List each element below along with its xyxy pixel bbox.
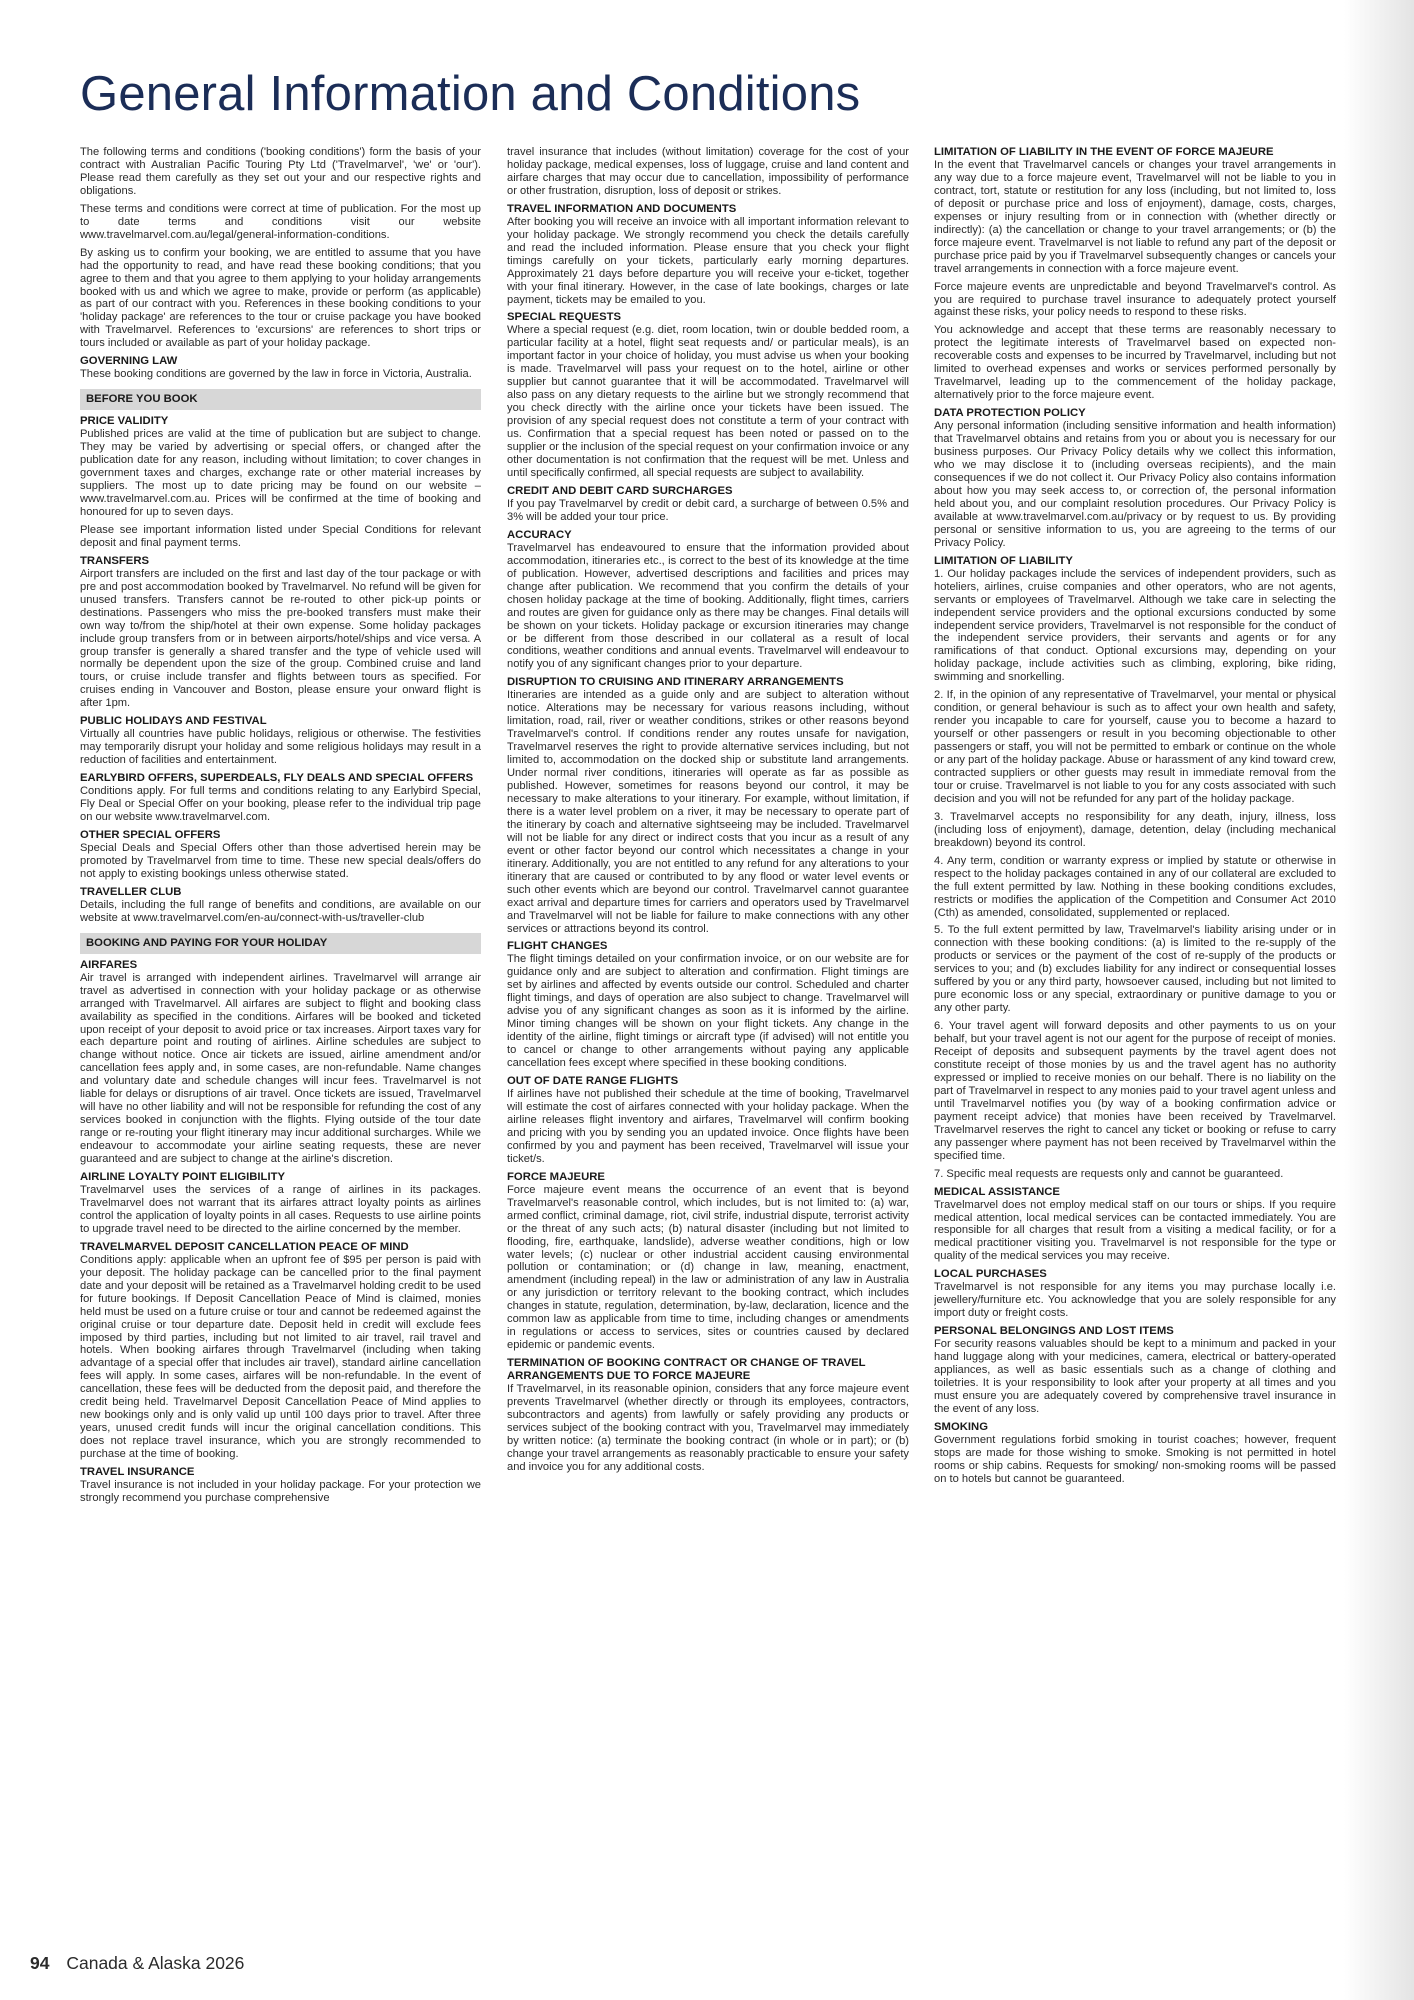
section-band-before-you-book: BEFORE YOU BOOK <box>80 389 481 410</box>
section-heading: TRAVELMARVEL DEPOSIT CANCELLATION PEACE OF MIND <box>80 1240 409 1253</box>
section-heading: TRANSFERS <box>80 554 150 567</box>
section-body: These booking conditions are governed by the law in force in Victoria, Australia. <box>80 368 472 381</box>
section-body: Itineraries are intended as a guide only and are subject to alteration without notice. Alterations may be necessary for various reasons including, without limitation, road, rail, river or weather conditions, strikes or other reasons beyond Travelmarvel's control. If conditions render any routes unsafe for navigation, Travelmarvel reserves the right to provide alternative services including, but not limited to, accommodation on the docked ship or substitute land arrangements. Under normal river conditions, itineraries will operate as far as possible as published. However, sometimes for reasons beyond our control, it may be necessary to make alterations to your itinerary. For example, without limitation, if there is a water level problem on a river, it may be necessary to operate part of the itinerary by coach and alternative sightseeing may be included. Travelmarvel will not be liable for any direct or indirect costs that you incur as a result of any event or other factor beyond our control which necessitates a change in your itinerary. Additionally, you are not entitled to any refund for any alterations to your itinerary that are caused or contributed to by any flood or water level events or such other events which are beyond our control. Travelmarvel cannot guarantee exact arrival and departure times for carriers and operators used by Travelmarvel and Travelmarvel will not be liable for failure to make connections with any other services or attractions beyond its control. <box>507 689 909 935</box>
column-2 <box>507 146 909 1966</box>
section-band-booking-and-paying: BOOKING AND PAYING FOR YOUR HOLIDAY <box>80 933 481 954</box>
section-body: 3. Travelmarvel accepts no responsibility for any death, injury, illness, loss (including loss of enjoyment), damage, detention, delay (including mechanical breakdown) beyond its control. <box>934 810 1336 849</box>
section-body: You acknowledge and accept that these terms are reasonably necessary to protect the legitimate interests of Travelmarvel based on expected non-recoverable costs and expenses to be incurred by Travelmarvel, including but not limited to overhead expenses and works or services performed personally by Travelmarvel, leading up to the commencement of the holiday package, alternatively prior to the force majeure event. <box>934 324 1336 402</box>
section-body: Government regulations forbid smoking in tourist coaches; however, frequent stops are made for those wishing to smoke. Smoking is not permitted in hotel rooms or ship cabins. Requests for smoking/ non-smoking rooms will be passed on to hotels but cannot be guaranteed. <box>934 1433 1336 1485</box>
section-heading: OTHER SPECIAL OFFERS <box>80 828 221 841</box>
section-body: Virtually all countries have public holidays, religious or otherwise. The festivities may temporarily disrupt your holiday and some religious holidays may result in a reduction of facilities and entertainment. <box>80 728 481 767</box>
section-heading: OUT OF DATE RANGE FLIGHTS <box>507 1075 679 1088</box>
intro-paragraph: By asking us to confirm your booking, we are entitled to assume that you have had the opportunity to read, and have read these booking conditions; that you agree to them and that you agree to them applying to your holiday arrangements booked with us and which we agree to make, provide or perform (as applicable) as part of our contract with you. References in these booking conditions to your 'holiday package' are references to the tour or cruise package you have booked with Travelmarvel. References to 'excursions' are references to short trips or tours included or available as part of your holiday package. <box>80 246 481 350</box>
section-body: 7. Specific meal requests are requests only and cannot be guaranteed. <box>934 1167 1284 1180</box>
section-body: Force majeure events are unpredictable and beyond Travelmarvel's control. As you are required to purchase travel insurance to adequately protect yourself against these risks, your policy needs to respond to these risks. <box>934 280 1336 319</box>
section-body: For security reasons valuables should be kept to a minimum and packed in your hand luggage along with your medicines, camera, electrical or battery-operated appliances, as well as basic essentials such as a change of clothing and toiletries. It is your responsibility to look after your property at all times and you must ensure you are adequately covered by comprehensive travel insurance in the event of any loss. <box>934 1338 1336 1415</box>
section-body: If you pay Travelmarvel by credit or debit card, a surcharge of between 0.5% and 3% will be added your tour price. <box>507 497 909 523</box>
section-heading: PERSONAL BELONGINGS AND LOST ITEMS <box>934 1325 1174 1338</box>
section-body: Force majeure event means the occurrence of an event that is beyond Travelmarvel's reasonable control, which includes, but is not limited to: (a) war, armed conflict, criminal damage, riot, civil strife, industrial dispute, terrorist activity or the threat of any such acts; (b) natural disaster (including but not limited to flooding, fire, earthquake, landslide), adverse weather conditions, high or low water levels; (c) nuclear or other industrial accident causing environmental pollution or contamination; or (d) change in law, meaning, enactment, amendment (including repeal) in the law or administration of any law in Australia or any jurisdiction or territory relevant to the booking contract, which includes changes in statute, regulation, determination, by-law, declaration, licence and the common law as applicable from time to time, including changes or amendments in regulations or access to services, sites or countries caused by declared epidemic or pandemic events. <box>507 1183 909 1352</box>
section-heading: TRAVELLER CLUB <box>80 885 182 898</box>
intro-paragraph: These terms and conditions were correct at time of publication. For the most up to date terms and conditions visit our website www.travelmarvel.com.au/legal/general-information-conditions. <box>80 202 481 241</box>
section-heading: FORCE MAJEURE <box>507 1170 605 1183</box>
column-1 <box>80 146 481 1966</box>
section-heading: TERMINATION OF BOOKING CONTRACT OR CHANGE OF TRAVEL ARRANGEMENTS DUE TO FORCE MAJEURE <box>507 1357 866 1383</box>
page-footer <box>30 1953 244 1974</box>
page-title: General Information and Conditions <box>80 67 861 121</box>
section-body: 5. To the full extent permitted by law, Travelmarvel's liability arising under or in connection with these booking conditions: (a) is limited to the re-supply of the products or services or the payment of the cost of re-supply of the products or services to you; and (b) excludes liability for any indirect or consequential losses suffered by you or any third party, howsoever caused, including but not limited to pure economic loss or any special, extraordinary or punitive damage to you or any other party. <box>934 924 1336 1015</box>
section-heading: SMOKING <box>934 1420 988 1433</box>
section-body: 6. Your travel agent will forward deposits and other payments to us on your behalf, but your travel agent is not our agent for the purpose of receipt of monies. Receipt of deposits and subsequent payments by the travel agent does not constitute receipt of those monies by us and the travel agent has no authority expressed or implied to receive monies on our behalf. There is no liability on the part of Travelmarvel in respect to any monies paid to your travel agent unless and until Travelmarvel notifies you (by way of a booking confirmation advice or payment receipt advice) that monies have been received by Travelmarvel. Travelmarvel reserves the right to cancel any ticket or booking or refuse to carry any passenger where payment has not been received by Travelmarvel within the specified time. <box>934 1020 1336 1162</box>
section-heading: DATA PROTECTION POLICY <box>934 407 1086 420</box>
section-body: In the event that Travelmarvel cancels or changes your travel arrangements in any way due to a force majeure event, Travelmarvel will not be liable to you in contract, tort, statute or restitution for any loss (including, but not limited to, loss of deposit or purchase price and loss of enjoyment), damage, costs, charges, expenses or injury resulting from or in connection with (whether directly or indirectly): (a) the cancellation or change to your travel arrangements; or (b) the force majeure event. Travelmarvel is not liable to refund any part of the deposit or purchase price paid by you if Travelmarvel subsequently changes or cancels your travel arrangements in connection with a force majeure event. <box>934 159 1336 275</box>
section-heading: DISRUPTION TO CRUISING AND ITINERARY ARRANGEMENTS <box>507 676 844 689</box>
section-body: The flight timings detailed on your confirmation invoice, or on our website are for guidance only and are subject to alteration and confirmation. Flight timings are set by airlines and affected by events outside our control. Scheduled and charter flight timings, and days of operation are also subject to change. Travelmarvel will advise you of any significant changes as soon as it is informed by the airline. Minor timing changes will be shown on your flight tickets. Any change in the identity of the airline, flight timings or aircraft type (if advised) will not entitle you to cancel or change to other arrangements without paying any applicable cancellation fees except where specified in these booking conditions. <box>507 953 909 1070</box>
section-heading: PRICE VALIDITY <box>80 415 169 428</box>
section-heading: SPECIAL REQUESTS <box>507 311 622 324</box>
section-body: Any personal information (including sensitive information and health information) that Travelmarvel obtains and retains from you or about you is necessary for our business purposes. Our Privacy Policy details why we collect this information, who we may disclose it to (including overseas recipients), and the main consequences if we do not collect it. Our Privacy Policy also contains information about how you may seek access to, or correction of, the personal information held about you, and our complaint resolution procedures. Our Privacy Policy is available at www.travelmarvel.com.au/privacy or by request to us. By providing personal or sensitive information to us, you are agreeing to the terms of our Privacy Policy. <box>934 420 1336 549</box>
section-heading: LIMITATION OF LIABILITY IN THE EVENT OF FORCE MAJEURE <box>934 146 1274 158</box>
section-body: Special Deals and Special Offers other than those advertised herein may be promoted by Travelmarvel from time to time. These new special deals/offers do not apply to existing bookings unless otherwise stated. <box>80 841 481 880</box>
section-heading: TRAVEL INFORMATION AND DOCUMENTS <box>507 202 737 215</box>
section-body: 4. Any term, condition or warranty express or implied by statute or otherwise in respect to the holiday packages contained in any of our collateral are excluded to the full extent permitted by law. Nothing in these booking conditions excludes, restricts or modifies the application of the Competition and Consumer Act 2010 (Cth) as amended, consolidated, supplemented or replaced. <box>934 854 1336 919</box>
section-body: 1. Our holiday packages include the services of independent providers, such as hoteliers, airlines, cruise companies and other operators, who are not agents, servants or employees of Travelmarvel. Although we take care in selecting the independent service providers and the optional excursions conducted by some independent service providers, Travelmarvel is not responsible for the conduct of the independent service providers, their servants and agents or for any ramifications of that conduct. Optional excursions may, depending on your holiday package, include activities such as climbing, exploring, bike riding, swimming and snorkelling. <box>934 567 1336 684</box>
page-edge-shadow <box>1344 0 1414 2000</box>
section-body: Travel insurance is not included in your holiday package. For your protection we strongly recommend you purchase comprehensive <box>80 1479 481 1505</box>
publication-name: Canada & Alaska 2026 <box>66 1953 245 1973</box>
section-body: Airport transfers are included on the first and last day of the tour package or with pre and post accommodation booked by Travelmarvel. No refund will be given for unused transfers. Transfers cannot be re-routed to other pick-up points or destinations. Passengers who miss the pre-booked transfers must make their own way to/from the ship/hotel at their own expense. Some holiday packages include group transfers from or in between airports/hotel/ships and vice versa. A group transfer is generally a shared transfer and the type of vehicle used will normally be dependent upon the size of the group. Combined cruise and land tours, or cruise include transfer and flights between tours as specified. For cruises ending in Vancouver and Boston, please ensure your onward flight is after 1pm. <box>80 567 481 710</box>
section-heading: LIMITATION OF LIABILITY <box>934 554 1073 567</box>
section-body: If airlines have not published their schedule at the time of booking, Travelmarvel will estimate the cost of airfares connected with your holiday package. When the airline releases flight inventory and airfares, Travelmarvel will confirm booking and pricing with you by sending you an updated invoice. Once flights have been confirmed by you and payment has been received, Travelmarvel will issue your ticket/s. <box>507 1088 909 1165</box>
section-heading: PUBLIC HOLIDAYS AND FESTIVAL <box>80 715 267 728</box>
section-body: travel insurance that includes (without limitation) coverage for the cost of your holiday package, medical expenses, loss of luggage, cruise and land content and airfare charges that may occur due to cancellation, impossibility of performance or other frustration, disruption, loss of deposit or strikes. <box>507 146 909 197</box>
section-body: Travelmarvel uses the services of a range of airlines in its packages. Travelmarvel does not warrant that its airfares attract loyalty points as airlines control the application of loyalty points in all cases. Requests to use airline points to upgrade travel need to be directed to the airline concerned by the member. <box>80 1184 481 1235</box>
section-heading: AIRFARES <box>80 958 138 971</box>
section-heading: MEDICAL ASSISTANCE <box>934 1185 1060 1198</box>
section-heading: CREDIT AND DEBIT CARD SURCHARGES <box>507 484 733 497</box>
section-heading: GOVERNING LAW <box>80 355 178 368</box>
section-body: Please see important information listed under Special Conditions for relevant deposit and final payment terms. <box>80 523 481 549</box>
section-body: Conditions apply: applicable when an upfront fee of $95 per person is paid with your deposit. The holiday package can be cancelled prior to the final payment date and your deposit will be retained as a Travelmarvel holding credit to be used for future bookings. If Deposit Cancellation Peace of Mind is claimed, monies held must be used on a future cruise or tour and cannot be redeemed against the original cruise or tour departure date. Deposit held in credit will exclude fees imposed by third parties, including but not limited to air travel, rail travel and hotels. When booking airfares through Travelmarvel (including when taking advantage of a special offer that includes air travel), standard airline cancellation fees will apply. In some cases, airfares will be non-refundable. In the event of cancellation, these fees will be deducted from the deposit paid, and therefore the credit being held. Travelmarvel Deposit Cancellation Peace of Mind applies to new bookings only and is only valid up until 100 days prior to travel. After three years, unused credit funds will incur the original cancellation conditions. This does not replace travel insurance, which you are strongly recommended to purchase at the time of booking. <box>80 1253 481 1461</box>
section-body: Published prices are valid at the time of publication but are subject to change. They may be varied by advertising or special offers, or changed after the publication date for any reason, including without limitation; to cover changes in government taxes and charges, exchange rate or other material increases by suppliers. The most up to date pricing may be found on our website – www.travelmarvel.com.au. Prices will be confirmed at the time of booking and honoured for up to seven days. <box>80 428 481 518</box>
section-body: If Travelmarvel, in its reasonable opinion, considers that any force majeure event prevents Travelmarvel (whether directly or through its employees, contractors, subcontractors and agents) from lawfully or safely providing any products or services subject of the booking contract with you, Travelmarvel may immediately by written notice: (a) terminate the booking contract (in whole or in part); or (b) change your travel arrangements as reasonably practicable to ensure your safety and invoice you for any additional costs. <box>507 1383 909 1473</box>
section-body: Details, including the full range of benefits and conditions, are available on our website at www.travelmarvel.com/en-au/connect-with-us/traveller-club <box>80 898 481 924</box>
section-body: Travelmarvel has endeavoured to ensure that the information provided about accommodation, itineraries etc., is correct to the best of its knowledge at the time of publication. However, advertised descriptions and facilities and prices may change after publication. We recommend that you confirm the details of your chosen holiday package at the time of booking. Additionally, flight times, carriers and routes are given for guidance only as there may be changes. Final details will be shown on your tickets. Holiday package or excursion itineraries may change or be different from those described in our collateral as a result of local conditions, weather conditions and annual events. Travelmarvel will endeavour to notify you of any significant changes prior to your departure. <box>507 541 909 671</box>
section-body: Travelmarvel does not employ medical staff on our tours or ships. If you require medical attention, local medical services can be contacted immediately. You are responsible for all charges that result from a visiting a medical facility, or for a medical practitioner visiting you. Travelmarvel is not responsible for the type or quality of the medical services you may receive. <box>934 1198 1336 1263</box>
section-heading: EARLYBIRD OFFERS, SUPERDEALS, FLY DEALS AND SPECIAL OFFERS <box>80 772 474 785</box>
section-body: Travelmarvel is not responsible for any items you may purchase locally i.e. jewellery/furniture etc. You acknowledge that you are solely responsible for any import duty or freight costs. <box>934 1281 1336 1320</box>
section-body: Where a special request (e.g. diet, room location, twin or double bedded room, a particular facility at a hotel, flight seat requests and/ or particular meals), is an important factor in your choice of holiday, you must advise us when your booking is made. Travelmarvel will pass your request on to the hotel, airline or other supplier but cannot guarantee that it will be accommodated. Travelmarvel will also pass on any dietary requests to the airline but we strongly recommend that you check directly with the airline once your tickets have been issued. The provision of any special request does not constitute a term of your contract with us. Confirmation that a special request has been noted or passed on to the supplier or the inclusion of the special request on your confirmation invoice or any other documentation is not confirmation that the request will be met. Unless and until specifically confirmed, all special requests are subject to availability. <box>507 324 909 479</box>
column-3 <box>934 146 1336 1966</box>
section-body: Air travel is arranged with independent airlines. Travelmarvel will arrange air travel as advertised in connection with your holiday package or as otherwise arranged with Travelmarvel. All airfares are subject to flight and booking class availability as specified in the conditions. Airfares will be booked and ticketed upon receipt of your deposit to avoid price or tax increases. Airport taxes vary for each departure point and routing of airlines. Airline schedules are subject to change without notice. Once air tickets are issued, airline amendment and/or cancellation fees apply and, in some cases, are non-refundable. Name changes and voluntary date and schedule changes will incur fees. Travelmarvel is not liable for delays or disruptions of air travel. Once tickets are issued, Travelmarvel will have no other liability and will not be responsible for refunding the cost of any services booked in conjunction with the flights. Flying outside of the tour date range or re-routing your flight itinerary may incur additional surcharges. While we endeavour to accommodate your airline seating requests, these are never guaranteed and are subject to change at the airline's discretion. <box>80 971 481 1166</box>
section-heading: ACCURACY <box>507 528 572 541</box>
intro-paragraph: The following terms and conditions ('booking conditions') form the basis of your contract with Australian Pacific Touring Pty Ltd ('Travelmarvel', 'we' or 'our'). Please read them carefully as they set out your and our respective rights and obligations. <box>80 146 481 197</box>
section-heading: FLIGHT CHANGES <box>507 940 608 953</box>
section-body: After booking you will receive an invoice with all important information relevant to your holiday package. We strongly recommend you check the details carefully and read the included information. Please ensure that you check your flight timings carefully on your tickets, particularly early morning departures. Approximately 21 days before departure you will receive your e-ticket, together with your final itinerary. However, in the case of late bookings, charges or late payment, tickets may be emailed to you. <box>507 215 909 306</box>
section-body: Conditions apply. For full terms and conditions relating to any Earlybird Special, Fly Deal or Special Offer on your booking, please refer to the individual trip page on our website www.travelmarvel.com. <box>80 785 481 824</box>
page-number: 94 <box>30 1953 50 1973</box>
section-heading: LOCAL PURCHASES <box>934 1268 1047 1281</box>
section-heading: TRAVEL INSURANCE <box>80 1466 195 1479</box>
section-body: 2. If, in the opinion of any representative of Travelmarvel, your mental or physical condition, or general behaviour is such as to affect your own health and safety, render you incapable to care for yourself, cause you to become a hazard to yourself or other passengers or result in you becoming objectionable to other passengers or staff, you will not be permitted to embark or continue on the whole or any part of the holiday package. Abuse or harassment of any kind toward crew, contracted suppliers or other guests may result in immediate removal from the tour or cruise. Travelmarvel is not liable to you for any costs associated with such decision and you will not be refunded for any part of the holiday package. <box>934 689 1336 805</box>
section-heading: AIRLINE LOYALTY POINT ELIGIBILITY <box>80 1171 286 1183</box>
